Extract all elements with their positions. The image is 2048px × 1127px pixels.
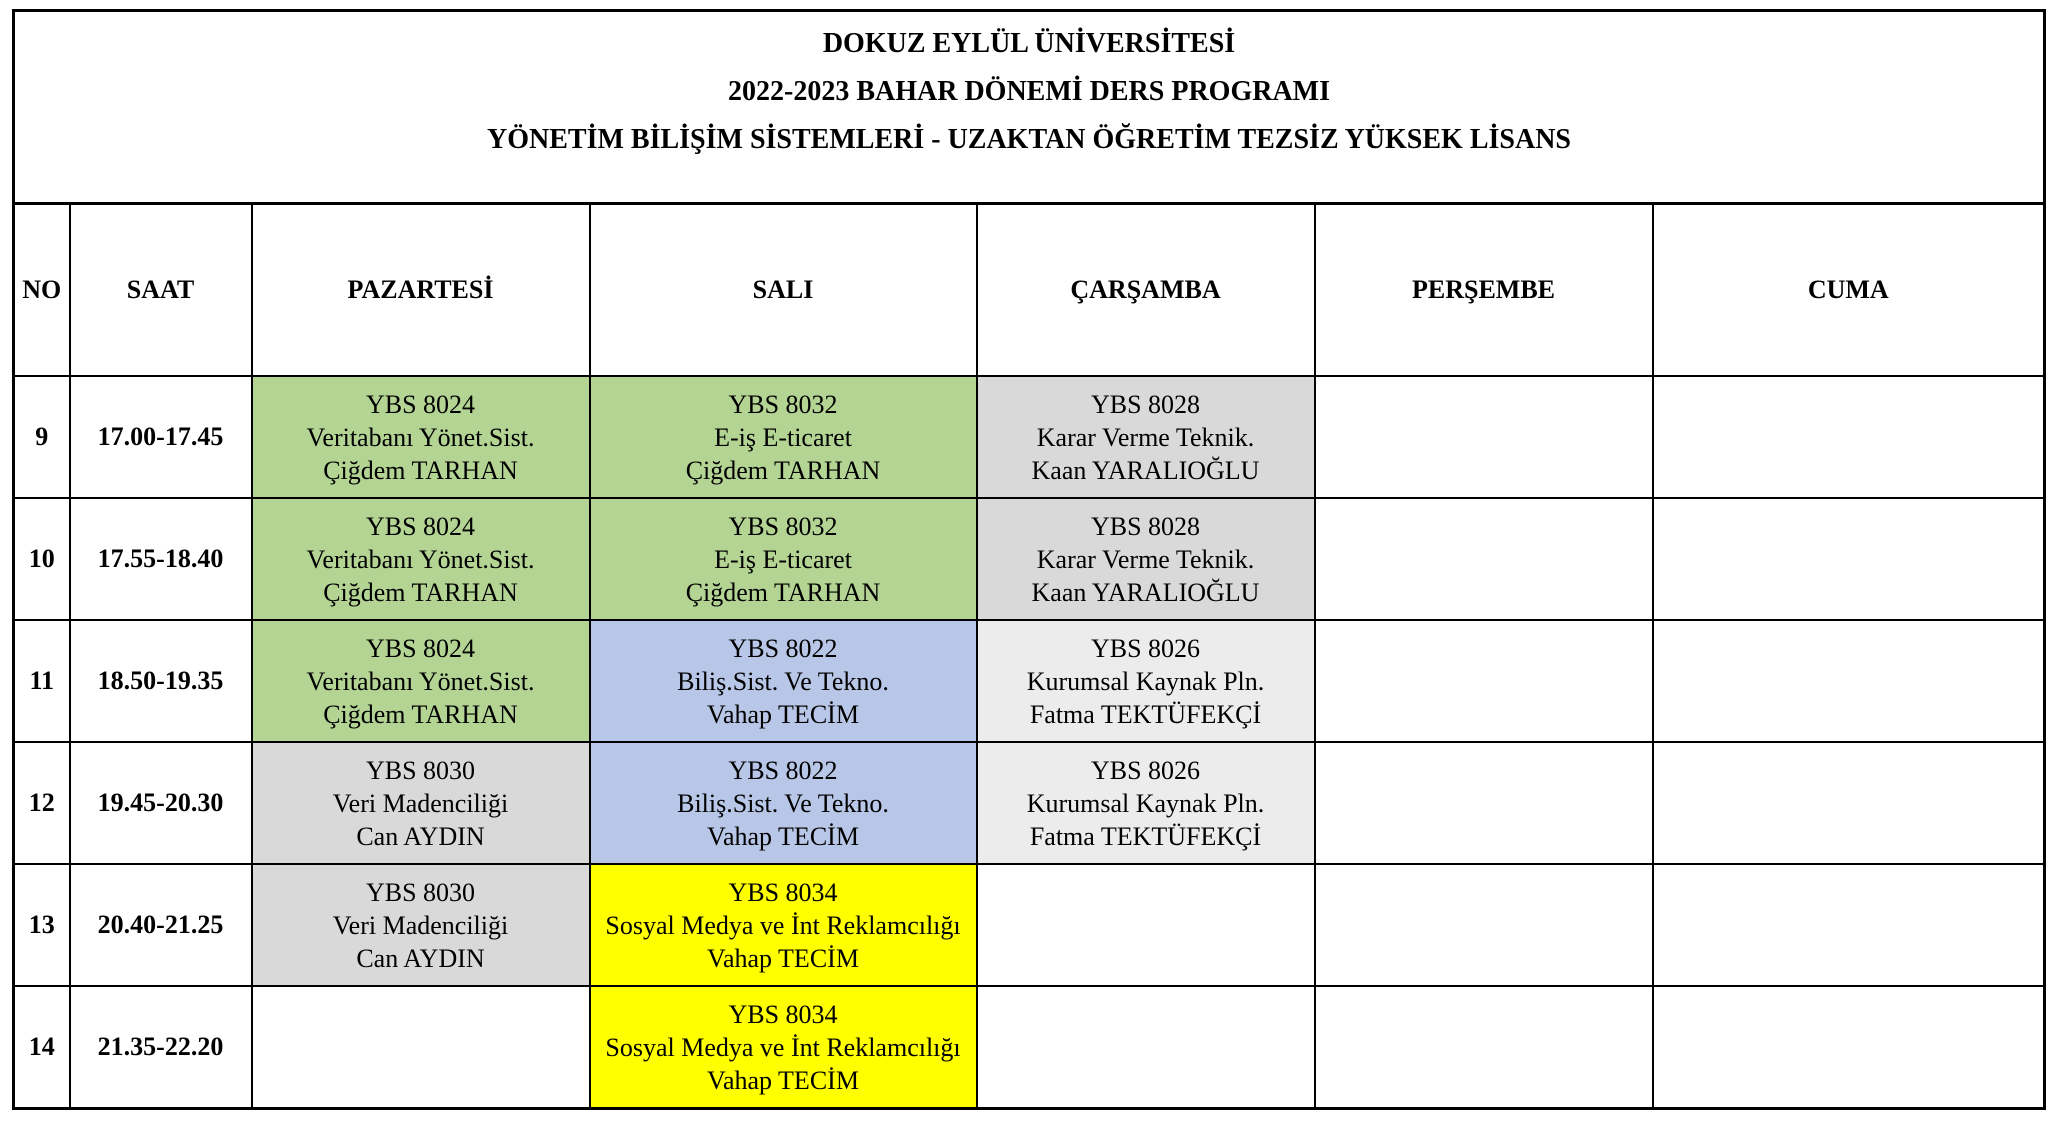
course-cell-pazartesi <box>252 376 590 498</box>
course-code: YBS 8026 <box>1090 755 1201 785</box>
course-name: Kurumsal Kaynak Pln. <box>1026 788 1265 818</box>
course-cell-carsamba <box>977 498 1315 620</box>
course-name: Sosyal Medya ve İnt Reklamcılığı <box>605 1032 961 1062</box>
course-code: YBS 8024 <box>365 633 476 663</box>
empty-cell-cuma <box>1653 986 2045 1109</box>
course-name: E-iş E-ticaret <box>714 544 852 574</box>
course-code: YBS 8022 <box>728 633 838 663</box>
course-code: YBS 8030 <box>365 877 476 907</box>
course-cell-carsamba <box>977 620 1315 742</box>
empty-cell-carsamba <box>977 986 1315 1109</box>
course-code: YBS 8030 <box>365 755 476 785</box>
course-cell-sali <box>590 620 977 742</box>
course-teacher: Vahap TECİM <box>707 943 859 973</box>
course-cell-pazartesi <box>252 498 590 620</box>
period-number: 12 <box>14 742 70 864</box>
course-code: YBS 8032 <box>728 511 838 541</box>
empty-cell-persembe <box>1315 864 1653 986</box>
header-cuma: CUMA <box>1653 204 2045 377</box>
course-cell-sali <box>590 376 977 498</box>
period-time: 17.55-18.40 <box>70 498 252 620</box>
course-teacher: Çiğdem TARHAN <box>323 699 518 729</box>
course-teacher: Fatma TEKTÜFEKÇİ <box>1029 699 1262 729</box>
period-time: 17.00-17.45 <box>70 376 252 498</box>
course-teacher: Fatma TEKTÜFEKÇİ <box>1029 821 1262 851</box>
schedule-table <box>12 9 2046 1110</box>
empty-cell-persembe <box>1315 498 1653 620</box>
course-code: YBS 8034 <box>728 999 838 1029</box>
header-sali: SALI <box>590 204 977 377</box>
course-name: Veri Madenciliği <box>332 788 509 818</box>
course-cell-pazartesi <box>252 742 590 864</box>
course-name: E-iş E-ticaret <box>714 422 852 452</box>
header-persembe: PERŞEMBE <box>1315 204 1653 377</box>
schedule-row <box>14 864 2045 986</box>
course-teacher: Vahap TECİM <box>707 1065 859 1095</box>
course-teacher: Çiğdem TARHAN <box>323 455 518 485</box>
period-number: 10 <box>14 498 70 620</box>
course-name: Karar Verme Teknik. <box>1036 544 1255 574</box>
course-name: Kurumsal Kaynak Pln. <box>1026 666 1265 696</box>
course-teacher: Çiğdem TARHAN <box>685 577 881 607</box>
course-teacher: Vahap TECİM <box>707 821 859 851</box>
schedule-row <box>14 986 2045 1109</box>
header-saat: SAAT <box>70 204 252 377</box>
empty-cell-carsamba <box>977 864 1315 986</box>
semester-title: 2022-2023 BAHAR DÖNEMİ DERS PROGRAMI <box>728 76 1330 107</box>
period-number: 11 <box>14 620 70 742</box>
empty-cell-cuma <box>1653 742 2045 864</box>
course-name: Veritabanı Yönet.Sist. <box>306 544 535 574</box>
course-name: Veritabanı Yönet.Sist. <box>306 666 535 696</box>
course-cell-carsamba <box>977 376 1315 498</box>
course-teacher: Kaan YARALIOĞLU <box>1031 455 1260 485</box>
course-teacher: Vahap TECİM <box>707 699 859 729</box>
course-name: Karar Verme Teknik. <box>1036 422 1255 452</box>
period-time: 21.35-22.20 <box>70 986 252 1109</box>
period-number: 14 <box>14 986 70 1109</box>
title-row <box>14 11 2045 204</box>
course-cell-pazartesi <box>252 864 590 986</box>
course-code: YBS 8028 <box>1090 389 1201 419</box>
header-pazartesi: PAZARTESİ <box>252 204 590 377</box>
header-no: NO <box>14 204 70 377</box>
header-carsamba: ÇARŞAMBA <box>977 204 1315 377</box>
course-cell-sali <box>590 742 977 864</box>
schedule-row <box>14 620 2045 742</box>
course-cell-sali <box>590 986 977 1109</box>
course-cell-sali <box>590 864 977 986</box>
course-teacher: Çiğdem TARHAN <box>323 577 518 607</box>
course-teacher: Kaan YARALIOĞLU <box>1031 577 1260 607</box>
course-name: Veritabanı Yönet.Sist. <box>306 422 535 452</box>
course-name: Sosyal Medya ve İnt Reklamcılığı <box>605 910 961 940</box>
course-code: YBS 8028 <box>1090 511 1201 541</box>
course-code: YBS 8024 <box>365 511 476 541</box>
course-code: YBS 8032 <box>728 389 838 419</box>
course-name: Biliş.Sist. Ve Tekno. <box>677 788 889 818</box>
empty-cell-cuma <box>1653 376 2045 498</box>
course-cell-sali <box>590 498 977 620</box>
course-code: YBS 8024 <box>365 389 476 419</box>
empty-cell-persembe <box>1315 742 1653 864</box>
schedule-row <box>14 376 2045 498</box>
period-number: 13 <box>14 864 70 986</box>
period-time: 18.50-19.35 <box>70 620 252 742</box>
course-teacher: Can AYDIN <box>356 821 485 851</box>
period-time: 20.40-21.25 <box>70 864 252 986</box>
course-code: YBS 8034 <box>728 877 838 907</box>
empty-cell-persembe <box>1315 620 1653 742</box>
header-row <box>14 204 2045 377</box>
course-cell-pazartesi <box>252 620 590 742</box>
course-cell-carsamba <box>977 742 1315 864</box>
course-teacher: Can AYDIN <box>356 943 485 973</box>
university-title: DOKUZ EYLÜL ÜNİVERSİTESİ <box>822 28 1236 59</box>
title-block <box>14 11 2045 204</box>
empty-cell-persembe <box>1315 986 1653 1109</box>
empty-cell-cuma <box>1653 498 2045 620</box>
course-code: YBS 8026 <box>1090 633 1201 663</box>
course-name: Veri Madenciliği <box>332 910 509 940</box>
empty-cell-cuma <box>1653 620 2045 742</box>
empty-cell-pazartesi <box>252 986 590 1109</box>
schedule-row <box>14 742 2045 864</box>
empty-cell-cuma <box>1653 864 2045 986</box>
course-code: YBS 8022 <box>728 755 838 785</box>
period-time: 19.45-20.30 <box>70 742 252 864</box>
course-teacher: Çiğdem TARHAN <box>685 455 881 485</box>
schedule-row <box>14 498 2045 620</box>
program-title: YÖNETİM BİLİŞİM SİSTEMLERİ - UZAKTAN ÖĞRETİM TEZSİZ YÜKSEK LİSANS <box>487 124 1571 155</box>
empty-cell-persembe <box>1315 376 1653 498</box>
period-number: 9 <box>14 376 70 498</box>
course-name: Biliş.Sist. Ve Tekno. <box>677 666 889 696</box>
